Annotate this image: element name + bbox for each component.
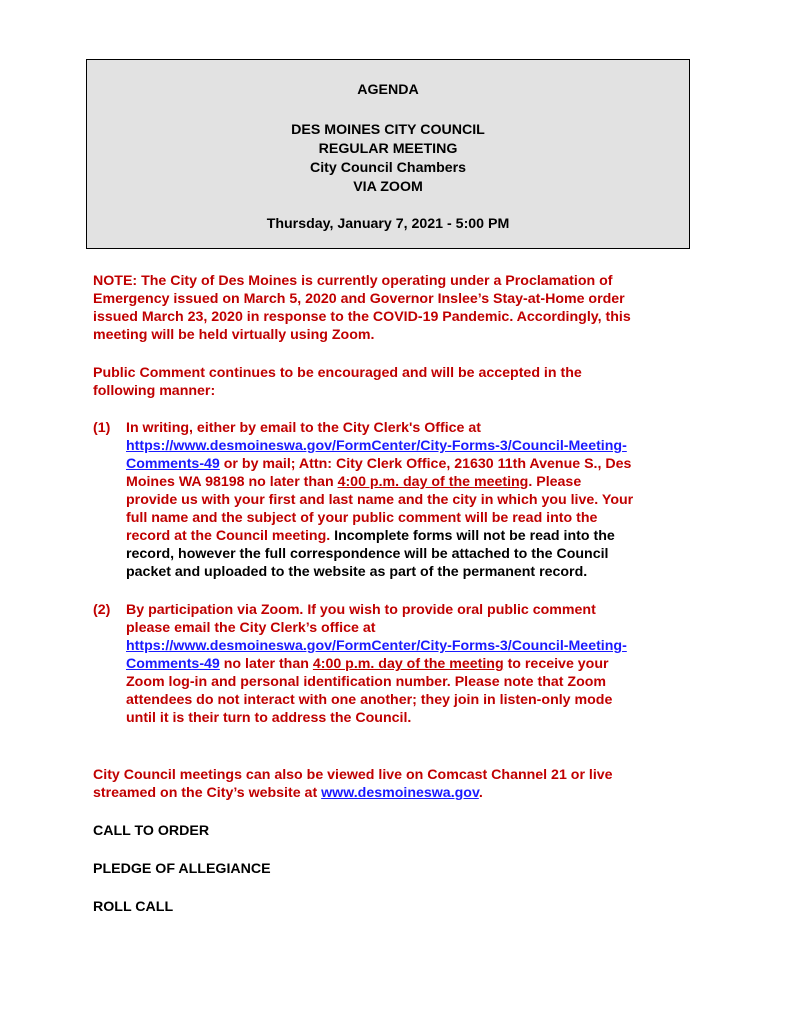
note-line: Emergency issued on March 5, 2020 and Governor Inslee’s Stay-at-Home order <box>93 291 625 307</box>
public-comment-intro <box>93 364 693 400</box>
item-text: . Please <box>528 474 582 490</box>
incomplete-forms-text: Incomplete forms will not be read into the <box>330 528 615 544</box>
city-website-link[interactable]: www.desmoineswa.gov <box>321 785 479 801</box>
meeting-datetime: Thursday, January 7, 2021 - 5:00 PM <box>266 216 510 232</box>
item-text: to receive your <box>503 656 609 672</box>
public-comment-line: following manner: <box>93 383 216 399</box>
item-line: please email the City Clerk’s office at <box>126 620 376 636</box>
item-line: By participation via Zoom. If you wish to provide oral public comment <box>126 602 596 618</box>
note-line: NOTE: The City of Des Moines is currently operating under a Proclamation of <box>93 273 613 289</box>
deadline-text: 4:00 p.m. day of the meeting <box>337 474 529 490</box>
agenda-header-box <box>86 59 690 249</box>
item-line: packet and uploaded to the website as part of the permanent record. <box>126 564 588 580</box>
form-center-link[interactable]: https://www.desmoineswa.gov/FormCenter/City-Forms-3/Council-Meeting- <box>126 638 627 654</box>
covid-note <box>93 272 693 344</box>
item-text: or by mail; Attn: City Clerk Office, 21630 11th Avenue S., Des <box>219 456 632 472</box>
item-line: until it is their turn to address the Council. <box>126 710 412 726</box>
item-line: attendees do not interact with one another; they join in listen-only mode <box>126 692 613 708</box>
meeting-medium: VIA ZOOM <box>353 179 423 195</box>
call-to-order-heading: CALL TO ORDER <box>93 823 210 839</box>
live-line: City Council meetings can also be viewed live on Comcast Channel 21 or live <box>93 767 613 783</box>
live-viewing-info <box>93 766 693 802</box>
pledge-heading: PLEDGE OF ALLEGIANCE <box>93 861 271 877</box>
item-line: provide us with your first and last name and the city in which you live. Your <box>126 492 634 508</box>
item-text: Moines WA 98198 no later than <box>126 474 338 490</box>
item-line: In writing, either by email to the City Clerk's Office at <box>126 420 481 436</box>
form-center-link-continued[interactable]: Comments-49 <box>126 656 220 672</box>
note-line: issued March 23, 2020 in response to the COVID-19 Pandemic. Accordingly, this <box>93 309 631 325</box>
item-line: full name and the subject of your public comment will be read into the <box>126 510 598 526</box>
item-text: no later than <box>219 656 313 672</box>
item-number: (2) <box>93 602 111 618</box>
form-center-link-continued[interactable]: Comments-49 <box>126 456 220 472</box>
item-number: (1) <box>93 420 111 436</box>
form-center-link[interactable]: https://www.desmoineswa.gov/FormCenter/City-Forms-3/Council-Meeting- <box>126 438 627 454</box>
roll-call-heading: ROLL CALL <box>93 899 174 915</box>
live-text: . <box>478 785 483 801</box>
note-line: meeting will be held virtually using Zoom. <box>93 327 375 343</box>
item-text: record at the Council meeting. <box>126 528 331 544</box>
council-name: DES MOINES CITY COUNCIL <box>291 122 485 138</box>
deadline-text: 4:00 p.m. day of the meeting <box>312 656 504 672</box>
agenda-title: AGENDA <box>357 82 419 98</box>
meeting-info <box>87 121 689 197</box>
item-line: record, however the full correspondence will be attached to the Council <box>126 546 609 562</box>
meeting-type: REGULAR MEETING <box>318 141 458 157</box>
item-line: Zoom log-in and personal identification number. Please note that Zoom <box>126 674 607 690</box>
live-text: streamed on the City’s website at <box>93 785 322 801</box>
meeting-location: City Council Chambers <box>309 160 467 176</box>
public-comment-line: Public Comment continues to be encouraged and will be accepted in the <box>93 365 582 381</box>
